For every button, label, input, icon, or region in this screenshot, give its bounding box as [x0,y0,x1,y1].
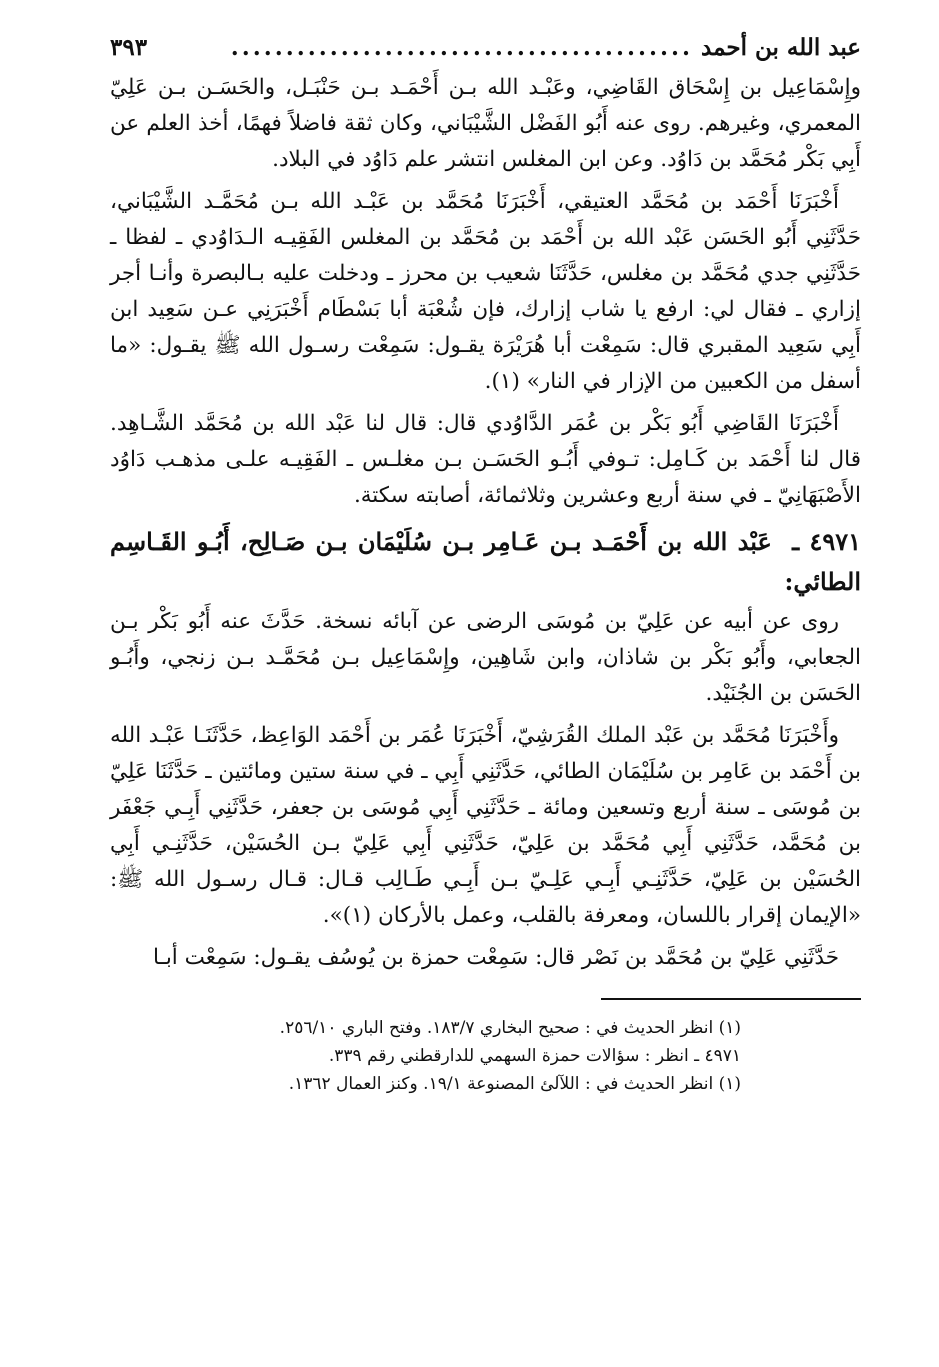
paragraph-6: حَدَّثَنِي عَلِيّ بن مُحَمَّد بن نَصْر قال: سَمِعْت حمزة بن يُوسُف يقـول: سَمِعْت أبـا [152,945,839,970]
paragraph-3: أَخْبَرَنَا القَاضِي أَبُو بَكْر بن عُمَر الدَّاوُدي قال: قال لنا عَبْد الله بن مُحَمَّد الشَّـاهِد. قال لنا أَحْمَد بن كَـامِل: تـوفي أَبُـو الحَسَـن بـن مغلـس ـ الفَقِيـه علـى مذهـب دَاوُد الأَصْبَهَانِيّ ـ في سنة أربع وعشرين وثلاثمائة، أصابته سكتة. [110,411,861,508]
entry-number: ٤٩٧١ ـ [792,527,862,556]
footnote-item: (١) انظر الحديث في : صحيح البخاري ١٨٣/٧. وفتح الباري ٢٥٦/١٠. [279,1018,741,1038]
running-header [110,28,861,68]
paragraph-2: أَخْبَرَنَا أَحْمَد بن مُحَمَّد العتيقي، أَخْبَرَنَا مُحَمَّد بن عَبْـد الله بـن مُحَمَّـد الشَّيْبَاني، حَدَّثَنِي أَبُو الحَسَن عَبْد الله بن أَحْمَد بن مُحَمَّد بن المغلس الفَقِيـه الـدَاوُدي ـ لفظا ـ حَدَّثَنِي جدي مُحَمَّد بن مغلس، حَدَّثَنَا شعيب بن محرز ـ ودخلت عليه بـالبصرة وأنـا أجر إزاري ـ فقال لي: ارفع يا شاب إزارك، فإن شُعْبَة أبا بَسْطَام أَخْبَرَنِي عـن سَعِيد ابن أَبِي سَعِيد المقبري قال: سَمِعْت أبا هُرَيْرَة يقـول: سَمِعْت رسـول الله ﷺ يقـول: «ما أسفل من الكعبين من الإزار في النار» (١). [110,189,861,394]
running-header-title: عبد الله بن أحمد [701,34,861,61]
footnote-divider [601,998,861,1000]
entry-title: عَبْد الله بن أَحْمَـد بـن عَـامِر بـن سُلَيْمَان بـن صَـالِح، أَبُـو القَـاسِم الطائي: [110,527,861,596]
book-page [110,28,861,1098]
paragraph-5: وأَخْبَرَنَا مُحَمَّد بن عَبْد الملك القُرَشِيّ، أَخْبَرَنَا عُمَر بن أَحْمَد الوَاعِظ، حَدَّثَنَـا عَبْـد الله بن أَحْمَد بن عَامِر بن سُلَيْمَان الطائي، حَدَّثَنِي أَبِي ـ في سنة ستين ومائتين ـ حَدَّثَنَا عَلِيّ بن مُوسَى ـ سنة أربع وتسعين ومائة ـ حَدَّثَنِي أَبِي مُوسَى بن جعفر، حَدَّثَنِي أَبِـي جَعْفَر بن مُحَمَّد، حَدَّثَنِي أَبِي مُحَمَّد بن عَلِيّ، حَدَّثَنِي أَبِي عَلِيّ بـن الحُسَيْن، حَدَّثَنِـي أَبِي الحُسَيْن بن عَلِيّ، حَدَّثَنِـي أَبِـي عَلِـيّ بـن أَبِـي طَـالِب قـال: قـال رسـول الله ﷺ: «الإيمان إقرار باللسان، ومعرفة بالقلب، وعمل بالأركان (١)». [110,723,861,928]
page-number: ٣٩٣ [110,34,148,61]
footnote-item: ٤٩٧١ ـ انظر : سؤالات حمزة السهمي للدارقطني رقم ٣٣٩. [328,1046,741,1066]
footnotes [110,1014,861,1098]
paragraph-1: وإِسْمَاعِيل بن إِسْحَاق القَاضِي، وعَبْـد الله بـن أَحْمَـد بـن حَنْبَـل، والحَسَـن بـن عَلِيّ المعمري، وغيرهم. روى عنه أَبُو الفَضْل الشَّيْبَاني، وكان ثقة فاضلاً فهمًا، أخذ العلم عن أَبِي بَكْر مُحَمَّد بن دَاوُد. وعن ابن المغلس انتشر علم دَاوُد في البلاد. [110,75,861,172]
paragraph-4: روى عن أبيه عن عَلِيّ بن مُوسَى الرضى عن آبائه نسخة. حَدَّثَ عنه أَبُو بَكْر بـن الجعابي، وأَبُو بَكْر بن شاذان، وابن شَاهِين، وإِسْمَاعِيل بـن مُحَمَّـد بـن زنجي، وأَبُـو الحَسَن بن الجُنَيْد. [110,609,861,706]
running-header-leader-dots: .......................................... [230,34,693,61]
footnote-item: (١) انظر الحديث في : اللآلئ المصنوعة ١٩/١. وكنز العمال ١٣٦٢. [288,1074,741,1094]
entry-heading [110,522,861,602]
